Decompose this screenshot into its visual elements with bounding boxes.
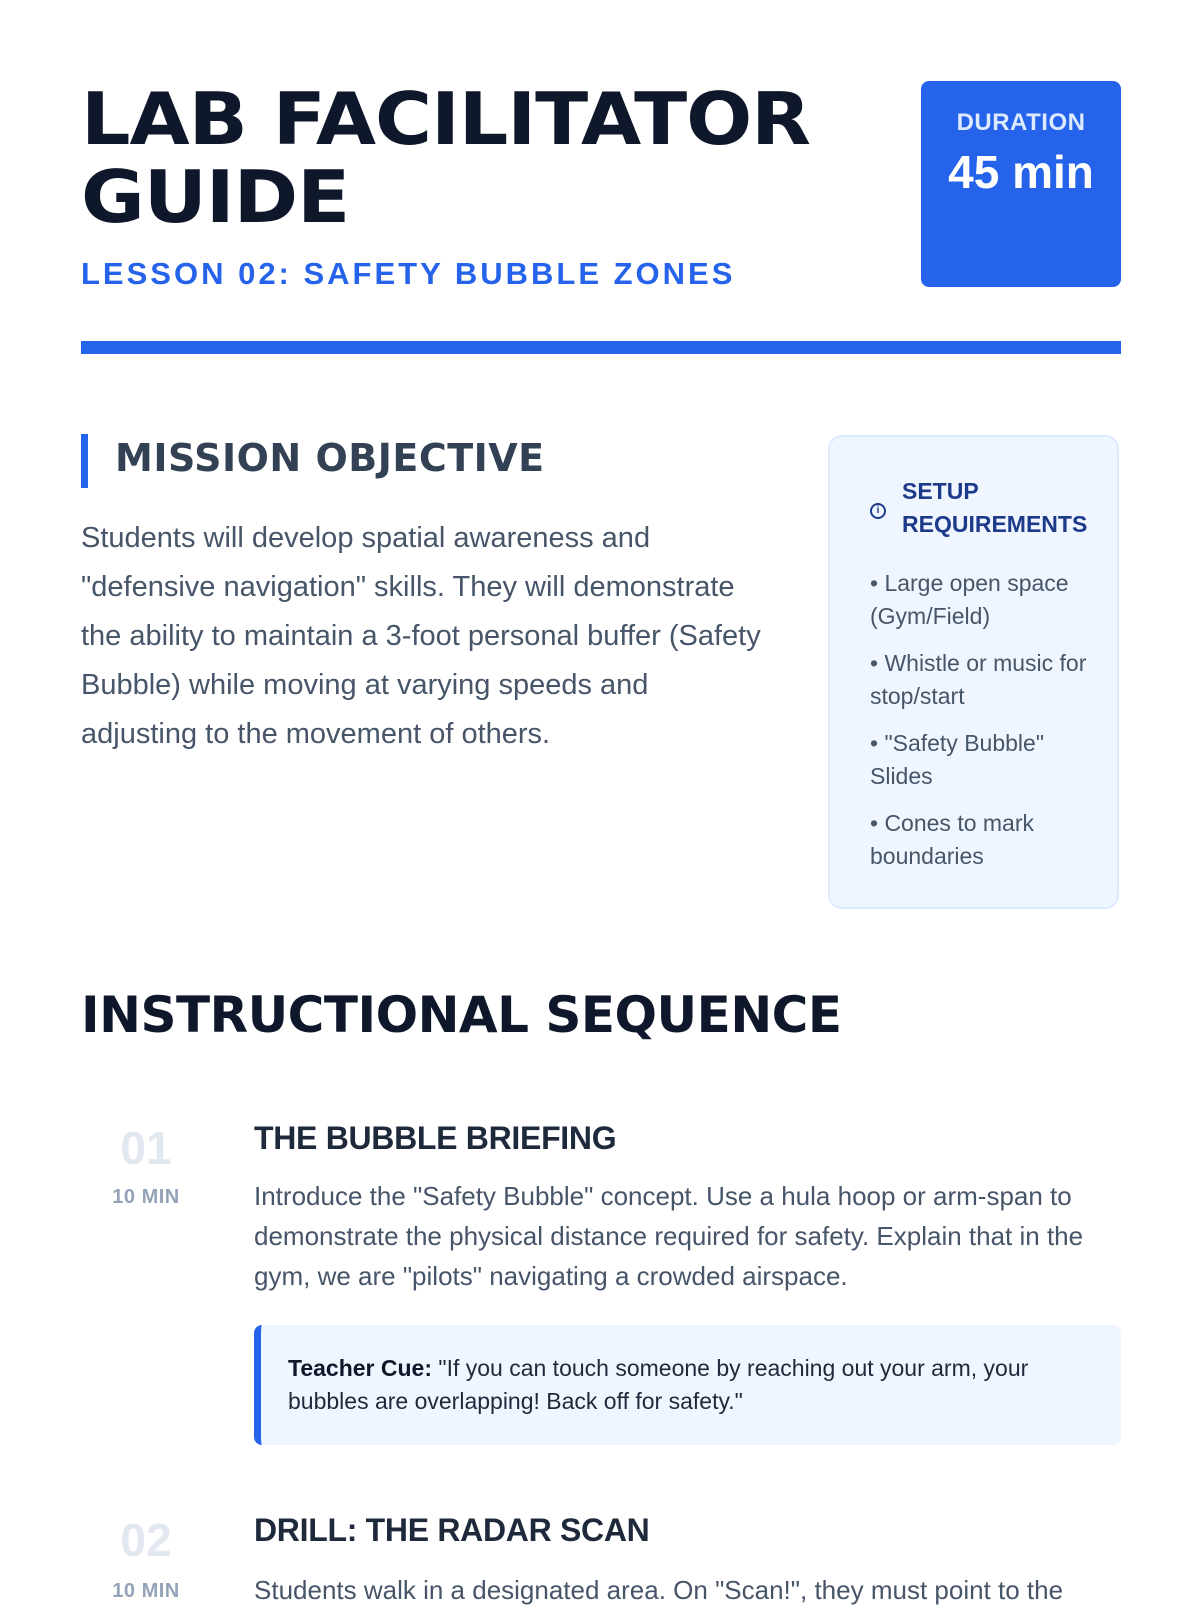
page-title: LAB FACILITATOR GUIDE (81, 77, 810, 239)
lesson-subtitle: LESSON 02: SAFETY BUBBLE ZONES (81, 256, 736, 291)
step-title: THE BUBBLE BRIEFING (254, 1120, 617, 1156)
mission-heading: MISSION OBJECTIVE (115, 436, 545, 480)
setup-item: • Whistle or music for stop/start (870, 650, 1087, 709)
duration-badge (921, 81, 1121, 287)
mission-text: Students will develop spatial awareness and "defensive navigation" skills. They will demonstrate the ability to maintain a 3-foot personal buffer (Safety Bubble) while moving at varying speeds and adjusting to the movement of others. (81, 522, 761, 750)
setup-list (870, 567, 1090, 887)
header-divider (81, 341, 1121, 354)
setup-requirements-card (828, 435, 1119, 909)
info-icon: i (870, 503, 886, 519)
mission-accent-bar (81, 434, 88, 488)
setup-item: • Large open space (Gym/Field) (870, 570, 1069, 629)
step-number: 01 (120, 1122, 172, 1174)
step-number: 02 (120, 1514, 172, 1566)
duration-value: 45 min (948, 146, 1094, 198)
setup-item: • Cones to mark boundaries (870, 810, 1034, 869)
step-text: Students walk in a designated area. On "Scan!", they must point to the (254, 1575, 1064, 1605)
setup-title: SETUP REQUIREMENTS (902, 478, 1088, 537)
teacher-cue-text: "If you can touch someone by reaching out your arm, your bubbles are overlapping! Back off for safety." (288, 1355, 1029, 1414)
setup-item: • "Safety Bubble" Slides (870, 730, 1044, 789)
sequence-heading: INSTRUCTIONAL SEQUENCE (81, 986, 842, 1044)
teacher-cue (254, 1325, 1121, 1445)
step-time: 10 MIN (112, 1186, 180, 1208)
facilitator-guide-page (81, 0, 1121, 1605)
step-text: Introduce the "Safety Bubble" concept. Use a hula hoop or arm-span to demonstrate the physical distance required for safety. Explain that in the gym, we are "pilots" navigating a crowded airspace. (254, 1181, 1084, 1291)
step-time: 10 MIN (112, 1580, 180, 1602)
step-title: DRILL: THE RADAR SCAN (254, 1512, 650, 1548)
duration-label: DURATION (956, 109, 1086, 136)
teacher-cue-label: Teacher Cue: (288, 1355, 433, 1381)
